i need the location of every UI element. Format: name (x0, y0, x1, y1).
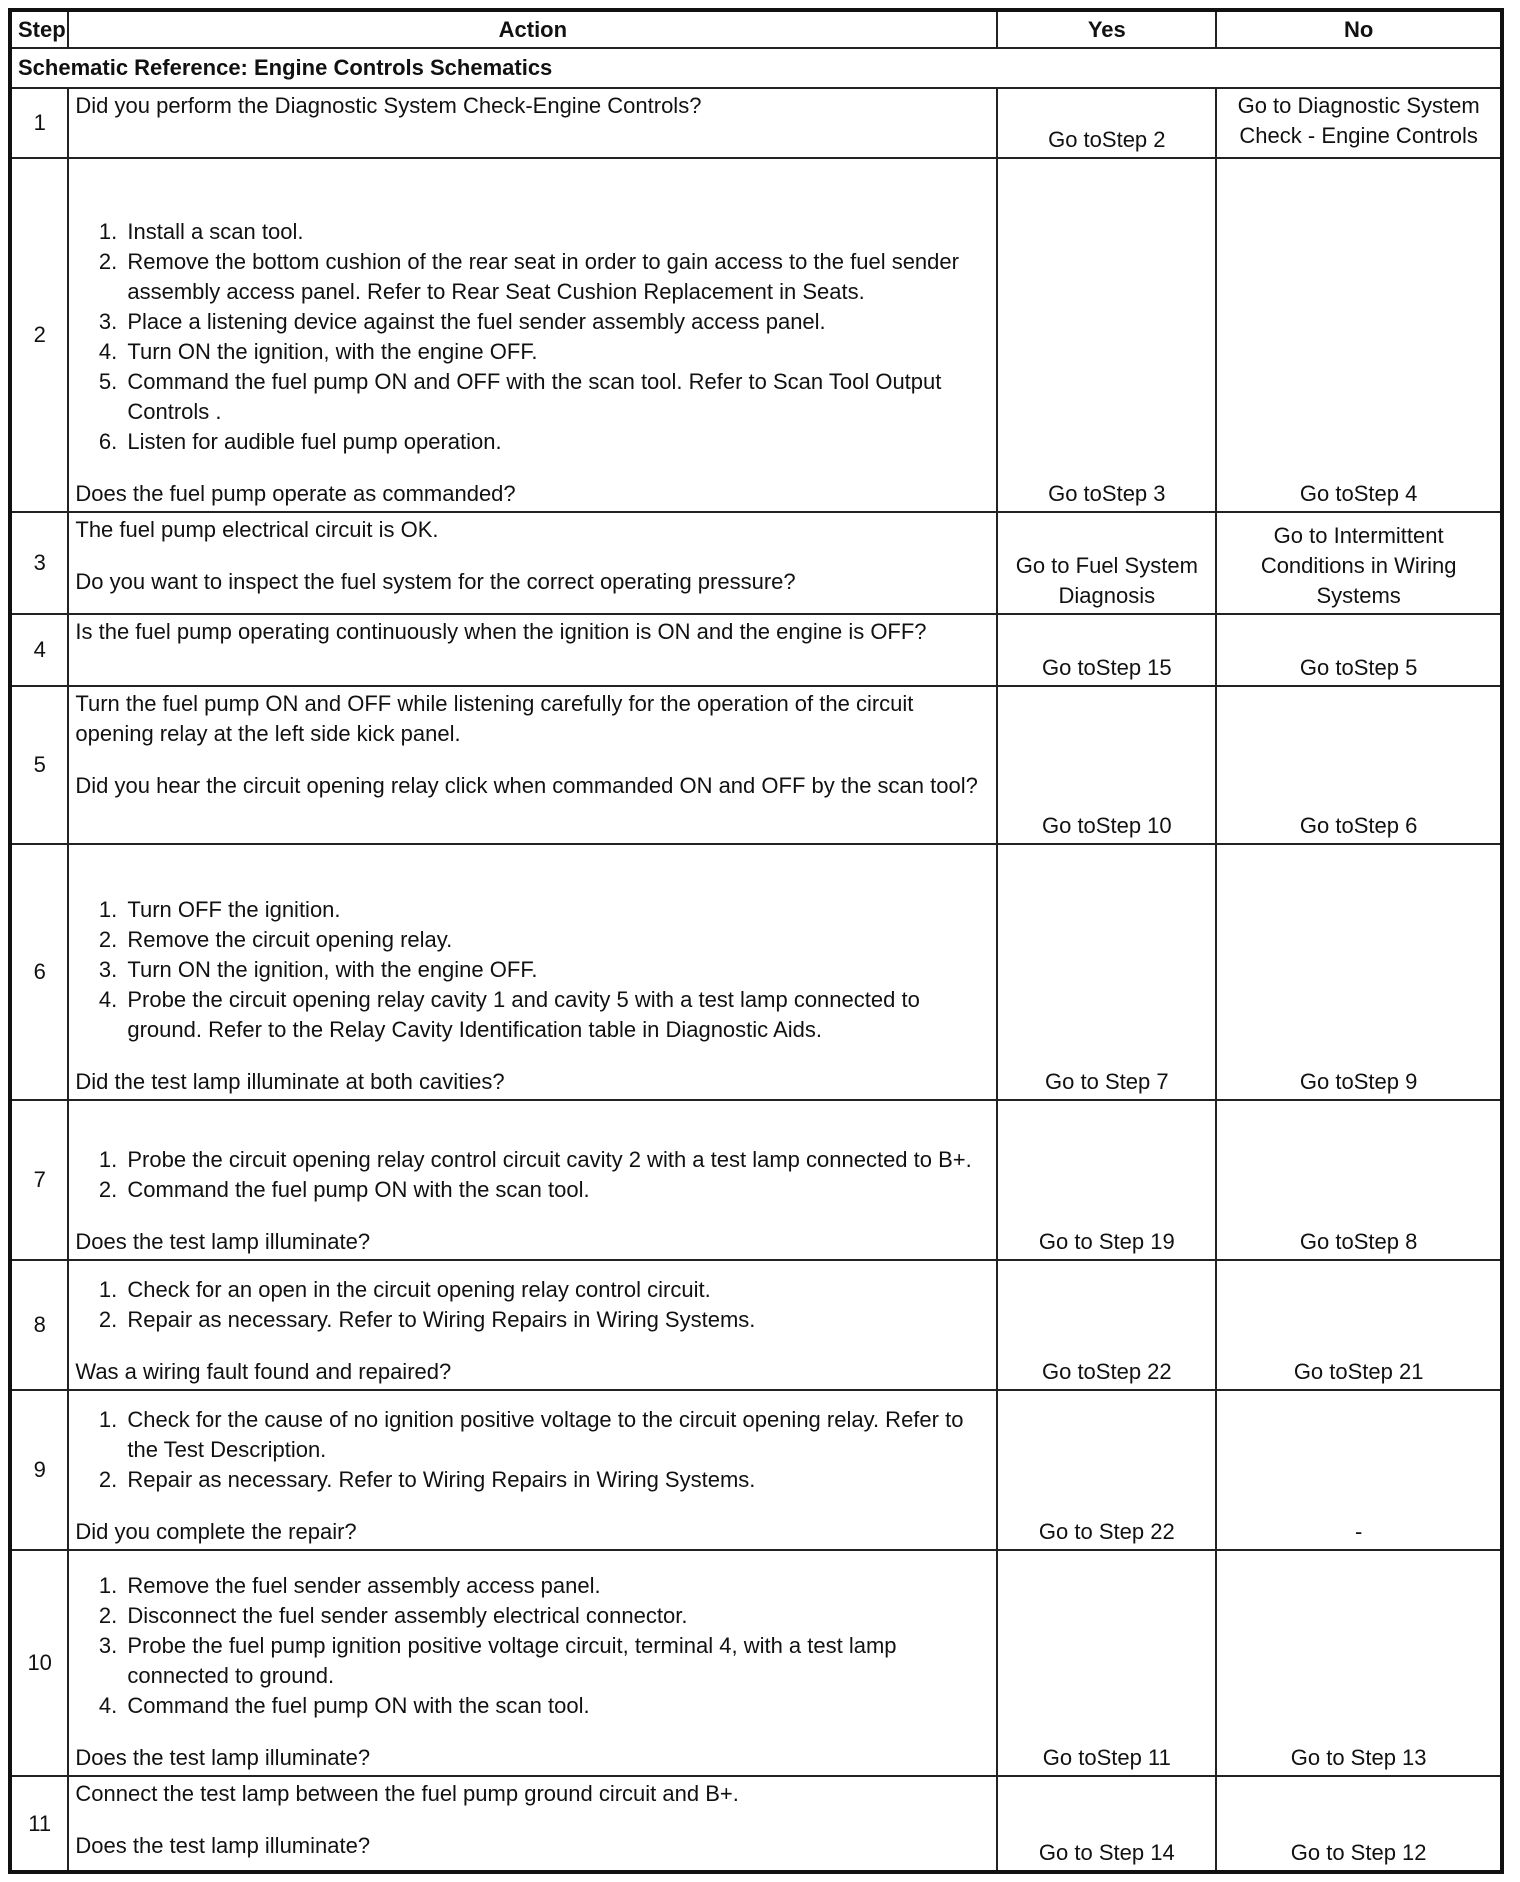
action-text: Did you perform the Diagnostic System Check-Engine Controls? (75, 93, 702, 118)
step-number: 3 (10, 512, 68, 614)
header-action: Action (68, 10, 997, 48)
yes-result: Go to Step 7 (997, 844, 1216, 1100)
diagnostic-table (8, 8, 1504, 1874)
action-steps-list (75, 1275, 990, 1335)
no-result: Go toStep 9 (1216, 844, 1502, 1100)
action-question: Did you hear the circuit opening relay click when commanded ON and OFF by the scan tool? (75, 773, 978, 798)
action-text: Turn the fuel pump ON and OFF while listening carefully for the operation of the circuit opening relay at the left side kick panel. (75, 691, 914, 746)
no-result: Go to Step 12 (1216, 1776, 1502, 1872)
no-result: Go toStep 21 (1216, 1260, 1502, 1390)
list-item: 1. Remove the fuel sender assembly access panel. (123, 1571, 990, 1601)
table-row (10, 614, 1502, 686)
step-number: 8 (10, 1260, 68, 1390)
list-item: 2. Disconnect the fuel sender assembly electrical connector. (123, 1601, 990, 1631)
list-item: 1. Probe the circuit opening relay control circuit cavity 2 with a test lamp connected to B+. (123, 1145, 990, 1175)
action-cell (68, 686, 997, 844)
list-item: 6. Listen for audible fuel pump operation. (123, 427, 990, 457)
yes-result: Go toStep 10 (997, 686, 1216, 844)
list-item: 2. Remove the bottom cushion of the rear seat in order to gain access to the fuel sender assembly access panel. Refer to Rear Seat Cushion Replacement in Seats. (123, 247, 990, 307)
list-item: 2. Repair as necessary. Refer to Wiring Repairs in Wiring Systems. (123, 1465, 990, 1495)
table-row (10, 844, 1502, 1100)
no-result: - (1216, 1390, 1502, 1550)
action-steps-list (75, 1145, 990, 1205)
table-row (10, 1260, 1502, 1390)
action-text: Connect the test lamp between the fuel pump ground circuit and B+. (75, 1781, 739, 1806)
list-item: 1. Check for an open in the circuit opening relay control circuit. (123, 1275, 990, 1305)
list-item: 2. Command the fuel pump ON with the scan tool. (123, 1175, 990, 1205)
list-item: 3. Probe the fuel pump ignition positive voltage circuit, terminal 4, with a test lamp connected to ground. (123, 1631, 990, 1691)
step-number: 9 (10, 1390, 68, 1550)
action-question: Does the test lamp illuminate? (75, 1229, 371, 1254)
table-row (10, 88, 1502, 158)
action-steps-list (75, 1571, 990, 1721)
action-question: Was a wiring fault found and repaired? (75, 1359, 452, 1384)
no-result: Go to Diagnostic System Check - Engine Controls (1216, 88, 1502, 158)
table-row (10, 158, 1502, 512)
list-item: 1. Check for the cause of no ignition positive voltage to the circuit opening relay. Refer to the Test Description. (123, 1405, 990, 1465)
yes-result: Go to Step 19 (997, 1100, 1216, 1260)
list-item: 1. Install a scan tool. (123, 217, 990, 247)
step-number: 1 (10, 88, 68, 158)
yes-result: Go toStep 11 (997, 1550, 1216, 1776)
table-row (10, 1776, 1502, 1872)
step-number: 6 (10, 844, 68, 1100)
action-cell (68, 158, 997, 512)
list-item: 5. Command the fuel pump ON and OFF with the scan tool. Refer to Scan Tool Output Controls . (123, 367, 990, 427)
action-cell (68, 1100, 997, 1260)
action-question: Do you want to inspect the fuel system for the correct operating pressure? (75, 569, 796, 594)
yes-result: Go toStep 2 (997, 88, 1216, 158)
action-cell (68, 512, 997, 614)
table-row (10, 512, 1502, 614)
no-result: Go toStep 4 (1216, 158, 1502, 512)
action-cell (68, 614, 997, 686)
yes-result: Go toStep 22 (997, 1260, 1216, 1390)
yes-result: Go toStep 3 (997, 158, 1216, 512)
action-text: Is the fuel pump operating continuously when the ignition is ON and the engine is OFF? (75, 619, 927, 644)
table-header-row (10, 10, 1502, 48)
no-result: Go to Intermittent Conditions in Wiring Systems (1216, 512, 1502, 614)
schematic-reference: Schematic Reference: Engine Controls Schematics (10, 48, 1502, 88)
no-result: Go toStep 5 (1216, 614, 1502, 686)
action-cell (68, 1776, 997, 1872)
list-item: 3. Place a listening device against the fuel sender assembly access panel. (123, 307, 990, 337)
action-steps-list (75, 217, 990, 457)
step-number: 10 (10, 1550, 68, 1776)
list-item: 2. Repair as necessary. Refer to Wiring Repairs in Wiring Systems. (123, 1305, 990, 1335)
header-no: No (1216, 10, 1502, 48)
yes-result: Go to Fuel System Diagnosis (997, 512, 1216, 614)
no-result: Go toStep 6 (1216, 686, 1502, 844)
step-number: 7 (10, 1100, 68, 1260)
action-steps-list (75, 895, 990, 1045)
list-item: 4. Turn ON the ignition, with the engine OFF. (123, 337, 990, 367)
action-cell (68, 88, 997, 158)
step-number: 5 (10, 686, 68, 844)
step-number: 2 (10, 158, 68, 512)
header-step: Step (10, 10, 68, 48)
action-question: Does the test lamp illuminate? (75, 1833, 371, 1858)
table-row (10, 1100, 1502, 1260)
table-row (10, 1390, 1502, 1550)
action-question: Did you complete the repair? (75, 1519, 357, 1544)
list-item: 1. Turn OFF the ignition. (123, 895, 990, 925)
action-text: The fuel pump electrical circuit is OK. (75, 517, 439, 542)
action-question: Does the test lamp illuminate? (75, 1745, 371, 1770)
yes-result: Go toStep 15 (997, 614, 1216, 686)
step-number: 4 (10, 614, 68, 686)
diagnostic-table-container (8, 8, 1504, 1868)
action-question: Does the fuel pump operate as commanded? (75, 481, 516, 506)
action-steps-list (75, 1405, 990, 1495)
no-result: Go toStep 8 (1216, 1100, 1502, 1260)
no-result: Go to Step 13 (1216, 1550, 1502, 1776)
schematic-reference-row (10, 48, 1502, 88)
table-row (10, 1550, 1502, 1776)
list-item: 4. Command the fuel pump ON with the scan tool. (123, 1691, 990, 1721)
action-cell (68, 1390, 997, 1550)
header-yes: Yes (997, 10, 1216, 48)
yes-result: Go to Step 14 (997, 1776, 1216, 1872)
list-item: 4. Probe the circuit opening relay cavity 1 and cavity 5 with a test lamp connected to ground. Refer to the Relay Cavity Identification table in Diagnostic Aids. (123, 985, 990, 1045)
table-row (10, 686, 1502, 844)
action-cell (68, 1260, 997, 1390)
action-question: Did the test lamp illuminate at both cavities? (75, 1069, 505, 1094)
list-item: 2. Remove the circuit opening relay. (123, 925, 990, 955)
list-item: 3. Turn ON the ignition, with the engine OFF. (123, 955, 990, 985)
action-cell (68, 844, 997, 1100)
step-number: 11 (10, 1776, 68, 1872)
action-cell (68, 1550, 997, 1776)
yes-result: Go to Step 22 (997, 1390, 1216, 1550)
